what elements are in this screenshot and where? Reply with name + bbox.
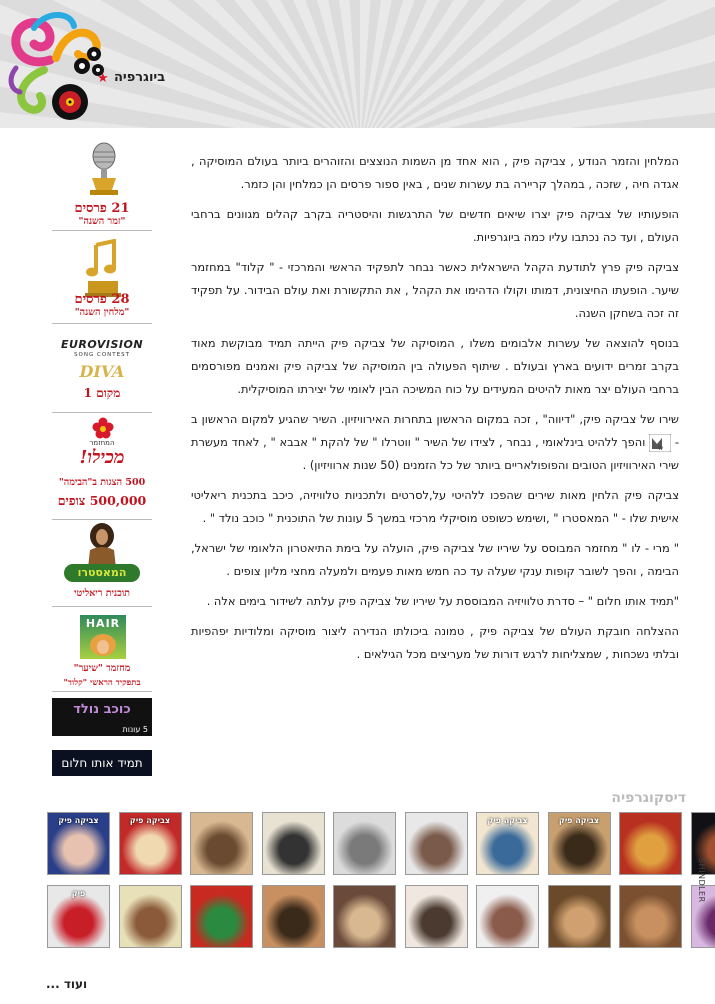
tamid-block (52, 740, 152, 780)
hair-poster (80, 615, 126, 659)
hair-role: בתפקיד הראשי "קלוד" (63, 678, 141, 688)
album-cover[interactable] (190, 885, 253, 948)
hair-logo: HAIR (85, 617, 121, 630)
bio-paragraph: ההצלחה חובקת העולם של צביקה פיק , טמונה ביכולתו הנדירה ליצור מוסיקה ומלודיות יפהפיות ובלתי נשכחות , שמצליחות לרגש דורות של מעריצים מכל הגילאים . (191, 624, 679, 661)
hair-block (52, 607, 152, 692)
bio-paragraph: צביקה פיק פרץ לתודעת הקהל הישראלית כאשר נבחר לתפקיד הראשי והמרכזי - " קלוד" במחזמר שיער. הופעתו החיצונית, דמותו וקולו הדהימו את הקהל , את התקשורת ואת עולם הבידור. על תפקיד זה זכה בשחקן השנה. (191, 260, 679, 320)
award-singer-label: "זמר השנה" (78, 216, 126, 227)
machazemer-shows: 500 הצגות ב"הבימה" (58, 477, 146, 488)
machazemer-block (52, 413, 152, 520)
album-cover[interactable] (476, 885, 539, 948)
album-cover[interactable] (47, 885, 110, 948)
machazemer-label: המחזמר (89, 439, 115, 447)
eurovision-place: מקום 1 (83, 386, 121, 400)
maestro-figure-icon (82, 522, 122, 568)
kochav-logo-text: כוכב נולד (73, 702, 131, 717)
album-cover[interactable] (262, 812, 325, 875)
award-composer (52, 231, 152, 324)
photo-credit: SHINDLER (697, 858, 706, 903)
album-cover[interactable] (333, 812, 396, 875)
bio-paragraph: צביקה פיק הלחין מאות שירים שהפכו ללהיטי על,לסרטים ולתכניות טלוויזיה, כיכב בתכנית ריאליטי אישית שלו - " המאסטרו " ,ושימש כשופט מוסיקלי מרכזי במשך 5 עונות של התוכנית " כוכב נולד " . (191, 488, 679, 525)
album-title: צביקה פיק (487, 816, 528, 825)
hair-face-icon (88, 631, 118, 657)
album-cover[interactable] (190, 812, 253, 875)
kochav-seasons: 5 עונות (122, 725, 148, 734)
album-title: צביקה פיק (58, 816, 99, 825)
flower-icon (92, 417, 114, 439)
album-cover[interactable] (333, 885, 396, 948)
album-cover[interactable] (405, 885, 468, 948)
eurovision-logo: EUROVISION (60, 338, 144, 351)
album-cover[interactable] (619, 812, 682, 875)
album-title: צביקה פיק (558, 816, 600, 825)
award-composer-label: "מלחין השנה" (74, 307, 130, 318)
music-note-trophy-icon (80, 239, 126, 299)
reality-block (52, 520, 152, 607)
header (0, 0, 715, 128)
award-composer-count: 28 פרסים (74, 292, 130, 307)
award-singer (52, 140, 152, 231)
discography-title: דיסקוגרפיה (611, 790, 686, 806)
swirl-logo-icon (4, 8, 104, 123)
bio-paragraph (191, 408, 679, 477)
eurovision-block (52, 324, 152, 413)
album-title: פיק (71, 889, 86, 898)
bio-text: שירו של צביקה פיק, "דיווה" , זכה במקום הראשון בתחרות האירוויזיון. השיר שהגיע למקום הראשון ב - (191, 412, 679, 449)
machazemer-viewers: 500,000 צופים (57, 493, 147, 508)
bio-paragraph: " מרי - לו " מחזמר המבוסס על שיריו של צביקה פיק, הועלה על בימת התיאטרון הלאומי של ישראל, הבימה , והפך לשובר קופות ענקי שעלה עד כה חמש מאות פעמים ולמעלה מחצי מליון צופים . (191, 541, 679, 578)
award-singer-count: 21 פרסים (74, 201, 130, 216)
album-cover[interactable] (548, 812, 611, 875)
microphone-trophy-icon (80, 142, 130, 202)
red-star-icon: ★ (97, 71, 109, 86)
hair-label: מחזמר "שיער" (73, 663, 131, 674)
kochav-block (52, 692, 152, 740)
album-cover[interactable] (476, 812, 539, 875)
bio-paragraph: המלחין והזמר הנודע , צביקה פיק , הוא אחד מן השמות הנוצצים והזוהרים ביותר בעולם המוסיקה , אגדה חיה , שזכה , במהלך קריירה בת עשרות שנים , באין ספור פרסים הן כמלחין והן כזמר. (191, 154, 679, 191)
eurovision-sub: SONG CONTEST (74, 352, 130, 358)
kochav-logo (52, 698, 152, 736)
bio-paragraph: בנוסף להוצאה של עשרות אלבומים משלו , המוסיקה של צביקה פיק הייתה תמיד מבוקשת מאוד בקרב זמרים ידועים בארץ ובעולם . שיתוף הפעולה בין המוסיקה של צביקה פיק ואמנים מפורסמים ברחבי העולם יצר מאות להיטים המעידים על כוח המשיכה הבין לאומי של יצירתו המוסיקלית. (191, 336, 679, 396)
album-cover[interactable] (262, 885, 325, 948)
bio-paragraph: "תמיד אותו חלום " – סדרת טלוויזיה המבוססת על שיריו של צביקה פיק עלתה לשידור בימים אלה . (206, 594, 679, 608)
tamid-logo: תמיד אותו חלום (52, 750, 152, 776)
svg-text:tv: tv (658, 445, 664, 452)
album-cover[interactable] (619, 885, 682, 948)
more-link[interactable]: ועוד ... (46, 977, 88, 991)
album-cover[interactable] (119, 812, 182, 875)
album-cover[interactable] (119, 885, 182, 948)
reality-label: תוכנית ריאליטי (74, 588, 130, 599)
bio-text: והפך ללהיט בינלאומי , נבחר , לצידו של השיר " ווטרלו " של להקת " אבבא " , לאחד מעשרת שירי האירוויזיון הטובים והפופולאריים ביותר של כל הזמנים (50 שנות ארוויזיון) . (191, 435, 679, 472)
bio-paragraph: הופעותיו של צביקה פיק יצרו שיאים חדשים של התרגשות והיסטריה בקרב קהלים מגוונים ברחבי העולם , ועד כה נכתבו עליו כמה ביוגרפיות. (191, 207, 679, 244)
machazemer-logo: מכילו! (79, 447, 125, 468)
awards-sidebar (52, 140, 152, 780)
page-title: ביוגרפיה (114, 70, 166, 85)
maestro-logo: המאסטרו (64, 564, 140, 582)
diva-logo: DIVA (79, 362, 125, 381)
album-cover[interactable] (47, 812, 110, 875)
album-cover[interactable] (548, 885, 611, 948)
biography-text (191, 150, 679, 673)
album-title: צביקה פיק (129, 816, 171, 825)
album-cover[interactable] (405, 812, 468, 875)
mtv-logo-icon (649, 434, 671, 452)
